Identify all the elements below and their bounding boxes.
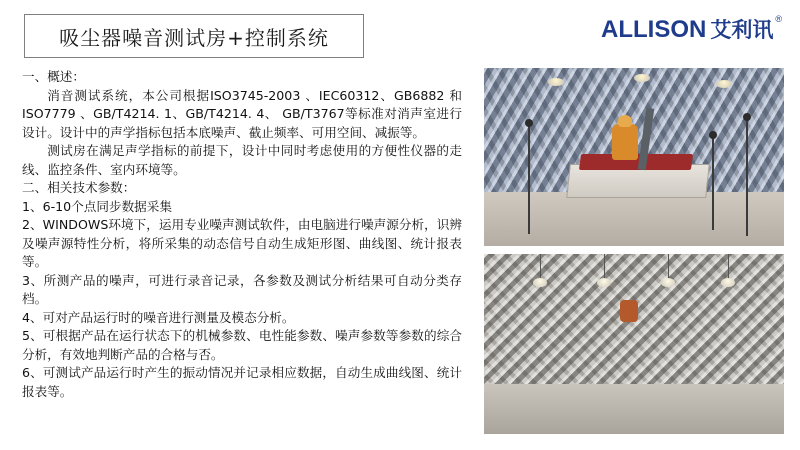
chamber-floor [484,384,784,434]
section-1-heading: 一、概述： [22,69,85,84]
brand-name-cn: 艾利讯 [710,18,774,42]
microphone-stand [712,138,714,230]
spec-item: 1、6-10个点同步数据采集 [22,198,172,214]
spec-item: 3、所测产品的噪声，可进行录音记录，各参数及测试分析结果可自动分类存档。 [22,272,462,306]
ceiling-light-icon [716,80,732,88]
section-1-paragraph-1: 消音测试系统，本公司根据ISO3745-2003 、IEC60312、GB6882 和ISO7779 、GB/T4214. 1、GB/T4214. 4、 GB/T3767等标准对消声室进行设计。设计中的声学指标包括本底噪声、截止频率、可用空间、减振等。 [22,87,462,140]
page-title: 吸尘器噪音测试房+控制系统 [59,25,329,50]
ceiling-light-icon [728,254,729,280]
spec-item: 6、可测试产品运行时产生的振动情况并记录相应数据，自动生成曲线图、统计报表等。 [22,365,462,399]
section-2-heading: 二、相关技术参数： [22,180,136,195]
ceiling-light-icon [548,78,564,86]
test-subject-unit [620,300,638,322]
ceiling-light-icon [634,74,650,82]
ceiling-light-icon [540,254,541,280]
microphone-stand [746,120,748,236]
section-1-paragraph-2: 测试房在满足声学指标的前提下，设计中同时考虑使用的方便性仪器的走线、监控条件、室内环境等。 [22,143,462,177]
ceiling-light-icon [668,254,669,280]
brand-name-en: ALLISON [601,16,707,43]
page-title-box [24,14,364,58]
body-text [22,68,462,401]
anechoic-chamber-with-robot-arm-photo [484,68,784,246]
ceiling-light-icon [604,254,605,280]
spec-item: 4、可对产品运行时的噪音进行测量及模态分析。 [22,309,295,325]
test-subject-unit [612,124,638,160]
microphone-stand [528,126,530,234]
spec-item: 5、可根据产品在运行状态下的机械参数、电性能参数、噪声参数等参数的综合分析，有效地判断产品的合格与否。 [22,328,462,362]
brand-logo [601,16,782,44]
registered-trademark-icon: ® [775,14,782,24]
spec-item: 2、WINDOWS环境下，运用专业噪声测试软件，由电脑进行噪声源分析，识辨及噪声源特性分析，将所采集的动态信号自动生成矩形图、曲线图、统计报表等。 [22,217,462,269]
anechoic-chamber-interior-photo [484,254,784,434]
